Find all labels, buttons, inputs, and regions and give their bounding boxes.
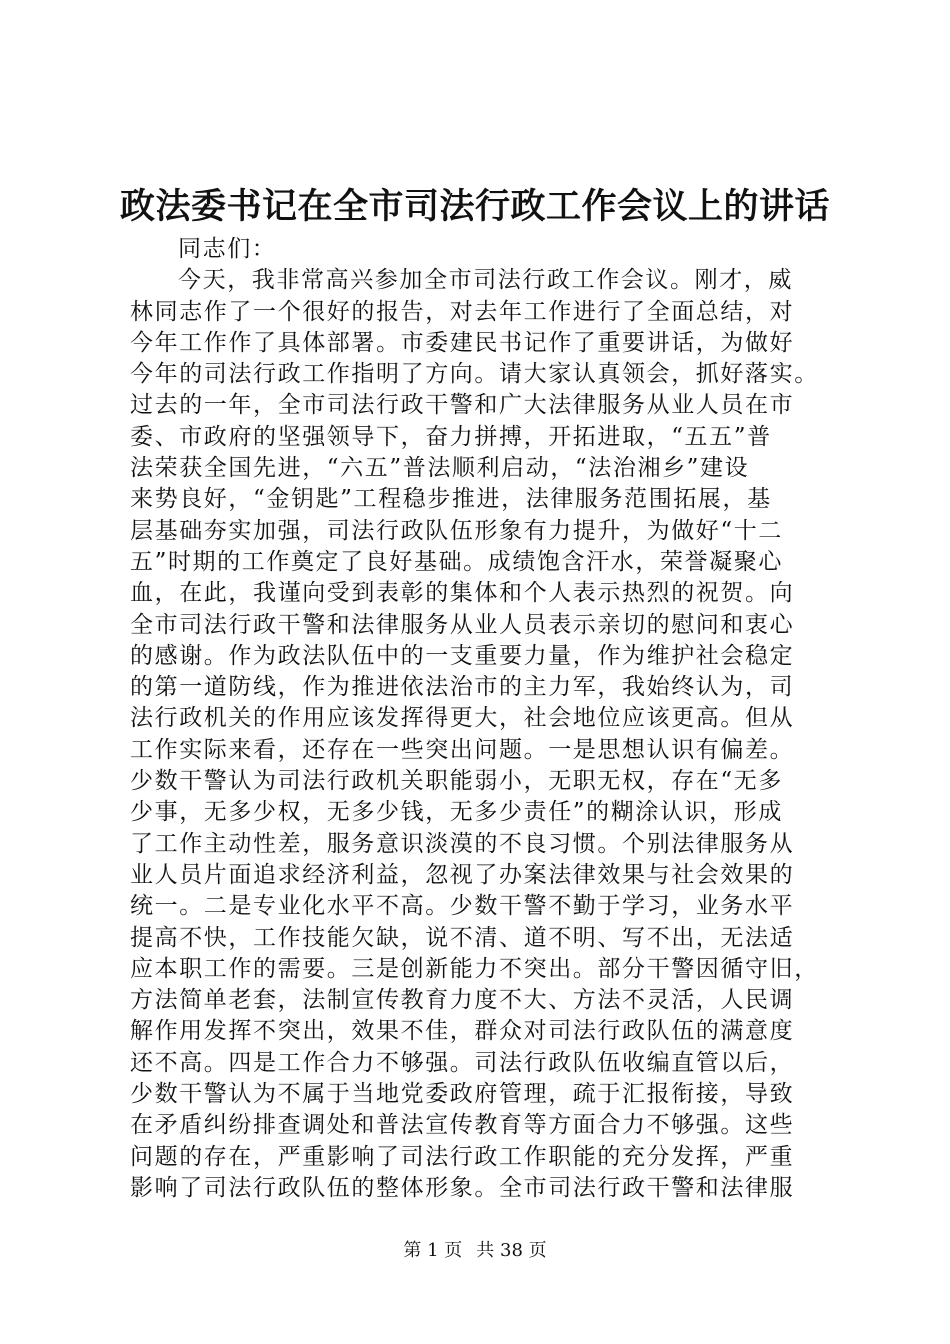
paragraph-line: 少数干警认为不属于当地党委政府管理，疏于汇报衔接，导致 [130, 1081, 795, 1108]
paragraph-line: 少事，无多少权，无多少钱，无多少责任”的糊涂认识，形成 [130, 799, 783, 826]
paragraph-line: 统一。二是专业化水平不高。少数干警不勤于学习，业务水平 [130, 893, 795, 920]
document-body [130, 234, 838, 1204]
paragraph-line: 层基础夯实加强，司法行政队伍形象有力提升，为做好“十二 [130, 517, 783, 544]
paragraph-line: 的第一道防线，作为推进依法治市的主力军，我始终认为，司 [130, 674, 795, 701]
paragraph-line: 五”时期的工作奠定了良好基础。成绩饱含汗水，荣誉凝聚心 [130, 548, 783, 575]
paragraph-line: 今天，我非常高兴参加全市司法行政工作会议。刚才，威 [178, 267, 793, 294]
paragraph-line: 应本职工作的需要。三是创新能力不突出。部分干警因循守旧， [130, 955, 819, 982]
paragraph-line: 的感谢。作为政法队伍中的一支重要力量，作为维护社会稳定 [130, 642, 795, 669]
paragraph-line: 今年的司法行政工作指明了方向。请大家认真领会，抓好落实。 [130, 361, 819, 388]
paragraph-line: 林同志作了一个很好的报告，对去年工作进行了全面总结，对 [130, 298, 795, 325]
paragraph-line: 过去的一年，全市司法行政干警和广大法律服务从业人员在市 [130, 392, 795, 419]
paragraph-line: 血，在此，我谨向受到表彰的集体和个人表示热烈的祝贺。向 [130, 580, 795, 607]
paragraph-line: 委、市政府的坚强领导下，奋力拼搏，开拓进取，“五五”普 [130, 423, 772, 450]
paragraph-line: 来势良好，“金钥匙”工程稳步推进，法律服务范围拓展，基 [130, 486, 772, 513]
paragraph-line: 方法简单老套，法制宣传教育力度不大、方法不灵活，人民调 [130, 987, 795, 1014]
paragraph-line: 解作用发挥不突出，效果不佳，群众对司法行政队伍的满意度 [130, 1018, 795, 1045]
paragraph-line: 法行政机关的作用应该发挥得更大，社会地位应该更高。但从 [130, 705, 795, 732]
paragraph-line: 法荣获全国先进，“六五”普法顺利启动，“法治湘乡”建设 [130, 455, 750, 482]
paragraph-line: 全市司法行政干警和法律服务从业人员表示亲切的慰问和衷心 [130, 611, 795, 638]
paragraph-line: 业人员片面追求经济利益，忽视了办案法律效果与社会效果的 [130, 861, 795, 888]
paragraph-line: 了工作主动性差，服务意识淡漠的不良习惯。个别法律服务从 [130, 830, 795, 857]
paragraph-line: 提高不快，工作技能欠缺，说不清、道不明、写不出，无法适 [130, 924, 795, 951]
paragraph-line: 影响了司法行政队伍的整体形象。全市司法行政干警和法律服 [130, 1174, 795, 1201]
page-total: 共 38 页 [476, 1240, 547, 1261]
paragraph-line: 今年工作作了具体部署。市委建民书记作了重要讲话，为做好 [130, 329, 795, 356]
salutation: 同志们： [178, 236, 277, 262]
paragraph-line: 还不高。四是工作合力不够强。司法行政队伍收编直管以后， [130, 1049, 795, 1076]
document-title: 政法委书记在全市司法行政工作会议上的讲话 [119, 186, 830, 227]
page-number: 第 1 页 [403, 1240, 463, 1261]
paragraph-line: 工作实际来看，还存在一些突出问题。一是思想认识有偏差。 [130, 736, 795, 763]
paragraph-line: 在矛盾纠纷排查调处和普法宣传教育等方面合力不够强。这些 [130, 1112, 795, 1139]
page-footer [0, 1239, 950, 1263]
paragraph-line: 少数干警认为司法行政机关职能弱小，无职无权，存在“无多 [130, 768, 783, 795]
paragraph-line: 问题的存在，严重影响了司法行政工作职能的充分发挥，严重 [130, 1143, 795, 1170]
